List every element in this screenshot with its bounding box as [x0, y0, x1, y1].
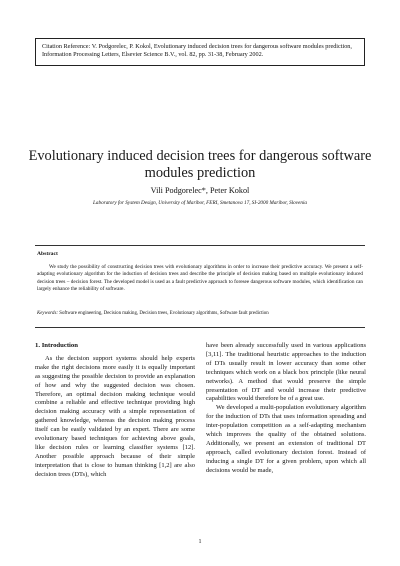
affiliation: Laboratory for System Design, University of Maribor, FERI, Smetanova 17, SI-2000 Maribor, Slovenia: [93, 200, 307, 206]
right-column: [206, 342, 366, 476]
left-column: [35, 342, 195, 480]
intro-paragraph-1-cont: have been already successfully used in various applications [3,11]. The traditional heuristic approaches to the induction of DTs usually result in lower accuracy than some other techniques which work on a black box principle (like neural networks). A method that would preserve the simple presentation of DT and would increase their predictive capabilities would therefore be of a great use.: [206, 342, 366, 403]
abstract-text: We study the possibility of constructing decision trees with evolutionary algorithms in order to increase their predictive accuracy. We present a self-adapting evolutionary algorithm for the induction of decision trees and describe the principle of decision making based on multiple evolutionary induced decision trees – decision forest. The developed model is used as a fault predictive approach to foresee dangerous software modules, which identification can largely enhance the reliability of software.: [37, 264, 363, 292]
keywords-label: Keywords:: [37, 311, 59, 316]
section-heading: 1. Introduction: [35, 342, 78, 349]
abstract-heading: Abstract: [37, 251, 58, 257]
citation-text: Citation Reference: V. Podgorelec, P. Kokol, Evolutionary induced decision trees for dangerous software modules prediction, Information Processing Letters, Elsevier Science B.V., vol. 82, pp. 31-38, February 2002.: [42, 43, 352, 59]
keywords: [37, 311, 363, 316]
authors: Vili Podgorelec*, Peter Kokol: [150, 186, 250, 195]
abstract-top-rule: [35, 245, 365, 246]
citation-box: [35, 38, 365, 66]
paper-title: Evolutionary induced decision trees for dangerous software modules prediction: [28, 148, 372, 181]
intro-paragraph-1: As the decision support systems should help experts make the right decisions more easily it is equally important as suggesting the possible decision to provide an explanation of how and why the suggested decision was chosen. Therefore, an optimal decision making technique would combine a reliable and effective technique providing high decision making accuracy with a simple representation of gathered knowledge, whereas the decision making process itself can be easily validated by an expert. There are some evolutionary based techniques for achieving above goals, like decision rules or learning classifier systems [12]. Another possible approach because of their simple interpretation that is close to human thinking [1,2] are also decision trees (DTs), which: [35, 354, 195, 478]
abstract-bottom-rule: [35, 327, 365, 328]
keywords-text: Software engineering, Decision making, Decision trees, Evolutionary algorithms, Software fault prediction: [59, 311, 269, 316]
intro-paragraph-2: We developed a multi-population evolutionary algorithm for the induction of DTs that uses information spreading and inter-population competition as a self-adapting mechanism which improves the quality of the obtained solutions. Additionally, we present an extension of traditional DT approach, called evolutionary decision forest. Instead of inducing a single DT for a given problem, upon which all decisions would be made,: [206, 404, 366, 474]
page-number: 1: [198, 539, 202, 545]
